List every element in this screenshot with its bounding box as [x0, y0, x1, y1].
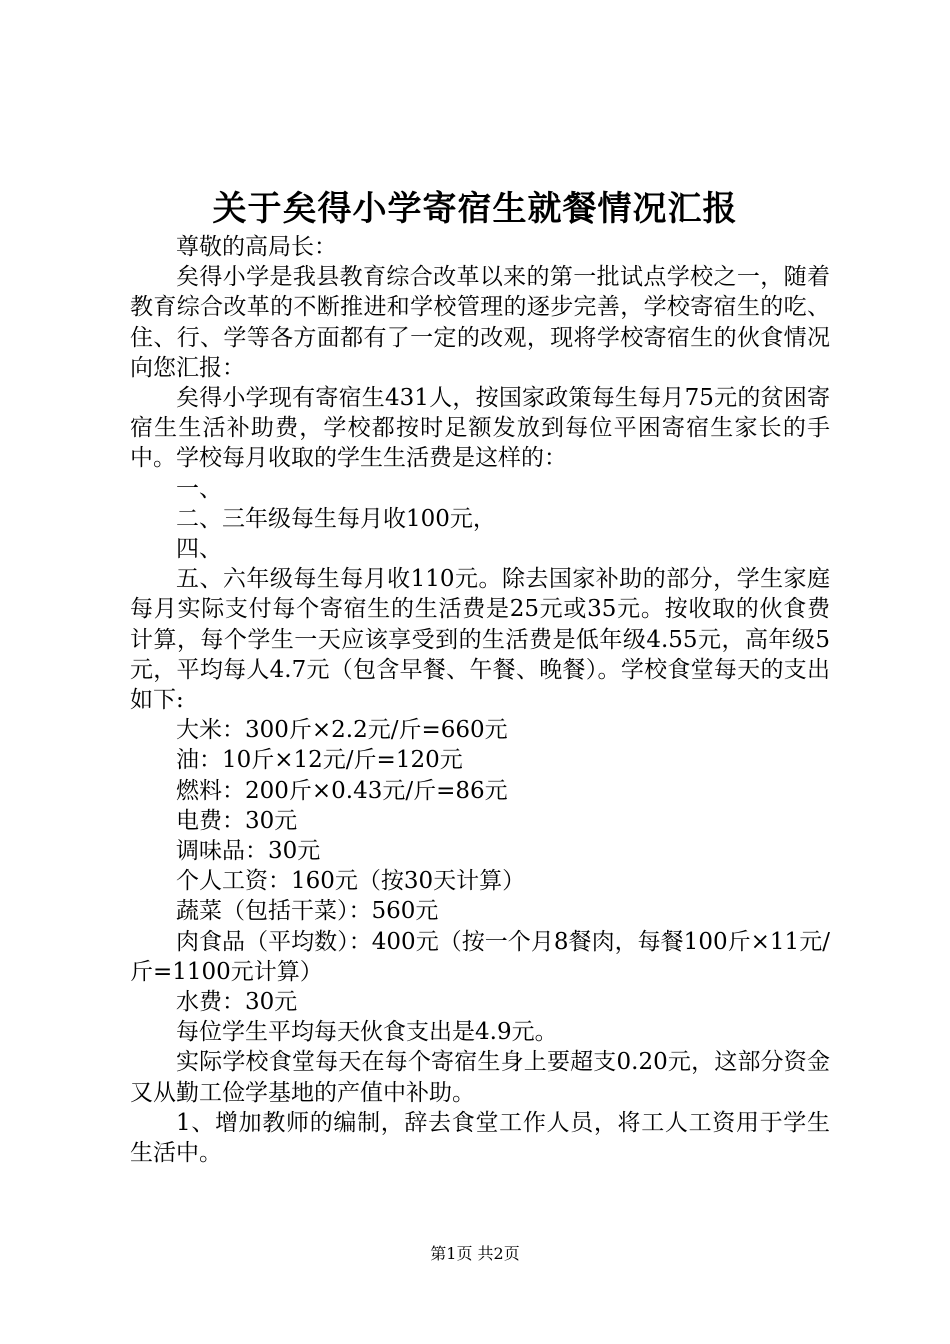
- document-body: [130, 232, 830, 1168]
- document-title: 关于矣得小学寄宿生就餐情况汇报: [212, 189, 738, 229]
- expense-wages: 个人工资：160元（按30天计算）: [176, 868, 526, 895]
- expense-seasoning: 调味品：30元: [176, 838, 321, 865]
- expense-rice: 大米：300斤×2.2元/斤=660元: [176, 717, 508, 744]
- paragraph-suggestion-1: 1、增加教师的编制，辞去食堂工作人员，将工人工资用于学生生活中。: [130, 1109, 830, 1167]
- expense-fuel: 燃料：200斤×0.43元/斤=86元: [176, 777, 508, 804]
- list-item-2: 二、三年级每生每月收100元，: [176, 505, 496, 532]
- list-item-1: 一、: [176, 475, 222, 502]
- paragraph-average: 每位学生平均每天伙食支出是4.9元。: [176, 1019, 558, 1046]
- paragraph-intro: 矣得小学是我县教育综合改革以来的第一批试点学校之一，随着教育综合改革的不断推进和学校管理的逐步完善，学校寄宿生的吃、住、行、学等各方面都有了一定的改观，现将学校寄宿生的伙食情况向您汇报：: [130, 264, 830, 381]
- expense-meat: 肉食品（平均数）：400元（按一个月8餐肉，每餐100斤×11元/斤=1100元计算）: [130, 928, 830, 985]
- list-item-5: 五、六年级每生每月收110元。除去国家补助的部分，学生家庭每月实际支付每个寄宿生的生活费是25元或35元。按收取的伙食费计算，每个学生一天应该享受到的生活费是低年级4.55元，高年级5元，平均每人4.7元（包含早餐、午餐、晚餐）。学校食堂每天的支出如下:: [130, 566, 830, 714]
- expense-vegetables: 蔬菜（包括干菜）：560元: [176, 898, 439, 925]
- expense-water: 水费：30元: [176, 989, 298, 1016]
- page-footer: 第1页 共2页: [430, 1244, 520, 1263]
- expense-electricity: 电费：30元: [176, 807, 298, 834]
- paragraph-overspend: 实际学校食堂每天在每个寄宿生身上要超支0.20元，这部分资金又从勤工俭学基地的产值中补助。: [130, 1049, 830, 1106]
- list-item-4: 四、: [176, 536, 222, 563]
- expense-oil: 油：10斤×12元/斤=120元: [176, 747, 463, 774]
- paragraph-boarders: 矣得小学现有寄宿生431人，按国家政策每生每月75元的贫困寄宿生生活补助费，学校都按时足额发放到每位平困寄宿生家长的手中。学校每月收取的学生生活费是这样的：: [130, 385, 830, 472]
- salutation: 尊敬的高局长：: [176, 234, 337, 260]
